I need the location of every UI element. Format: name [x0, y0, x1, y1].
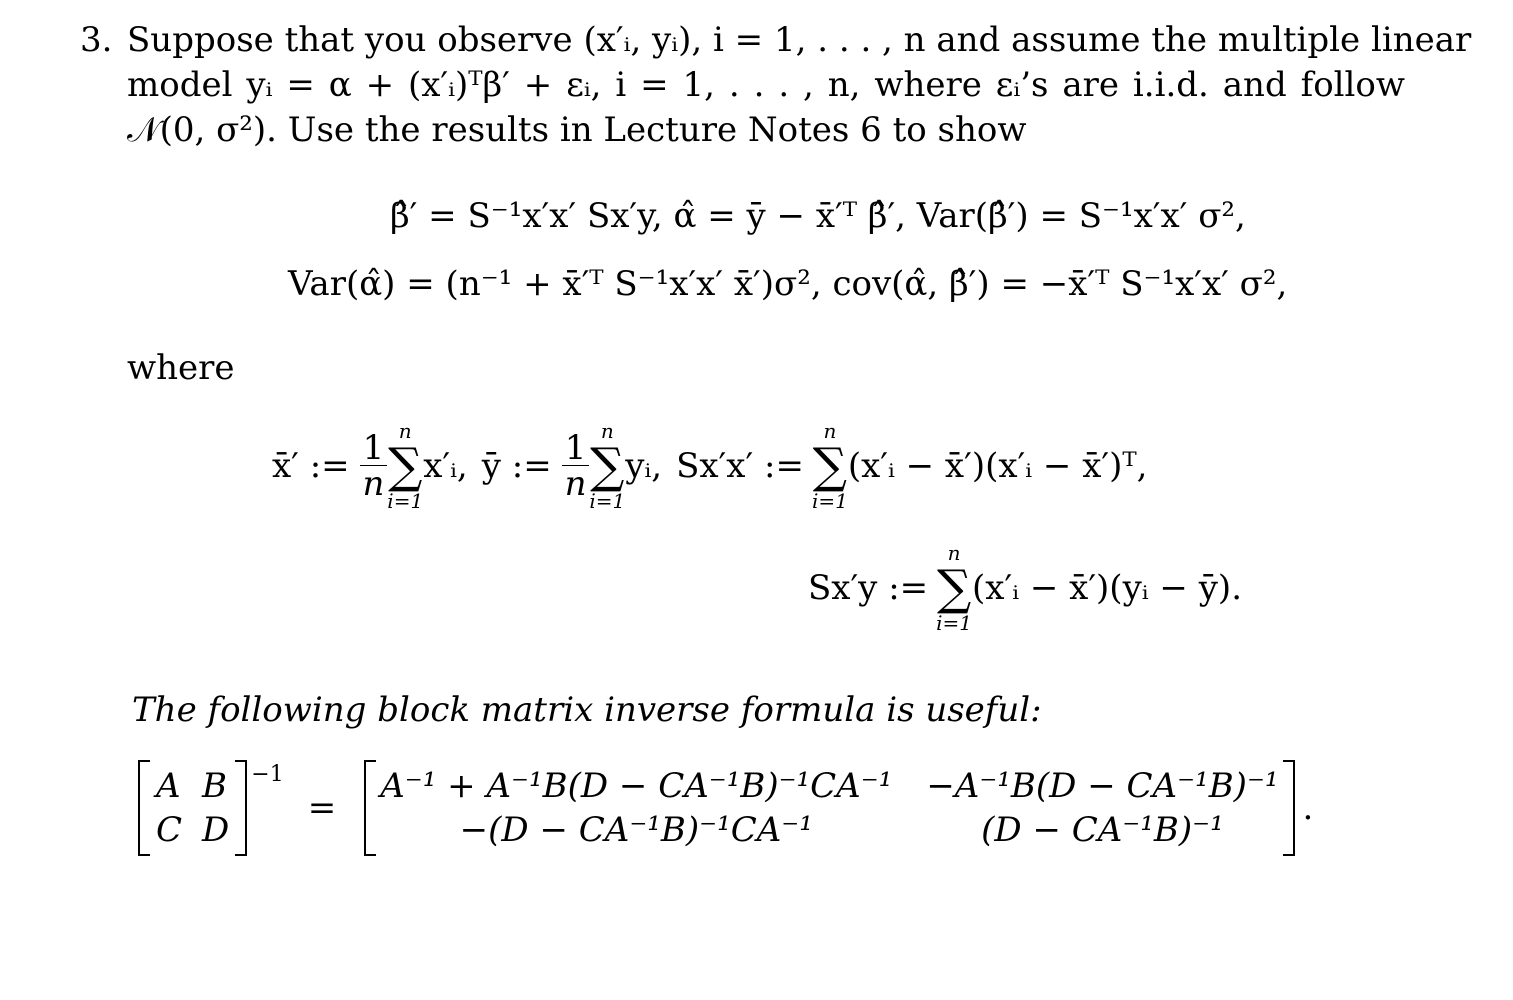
- fraction-numerator: 1: [360, 431, 388, 466]
- lhs-matrix: [150, 764, 235, 852]
- problem-line-2: model yᵢ = α + (x′ᵢ)ᵀβ′ + εᵢ, i = 1, . . . , n, where εᵢ’s are i.i.d. and follow: [127, 65, 1405, 105]
- results-row-2: Var(α̂) = (n⁻¹ + x̄′ᵀ S⁻¹x′x′ x̄′)σ², cov(α̂, β̂′) = −x̄′ᵀ S⁻¹x′x′ σ²,: [288, 264, 1288, 304]
- block-inverse-formula: [138, 760, 1313, 856]
- ybar-rhs: yᵢ,: [625, 446, 663, 486]
- where-label: where: [127, 348, 235, 388]
- problem-number: 3.: [80, 20, 113, 60]
- lhs-d: D: [202, 810, 230, 850]
- xbar-sum: [387, 420, 423, 512]
- sum-lower: i=1: [811, 489, 848, 513]
- sum-symbol: ∑: [936, 560, 972, 616]
- sxy-rhs: (x′ᵢ − x̄′)(yᵢ − ȳ).: [972, 568, 1243, 608]
- problem-line-1: Suppose that you observe (x′ᵢ, yᵢ), i = 1, . . . , n and assume the multiple linear: [127, 20, 1472, 60]
- formula-period: .: [1302, 788, 1314, 828]
- ybar-lhs: ȳ :=: [481, 446, 552, 486]
- sum-upper: n: [947, 541, 961, 565]
- rhs-matrix: [376, 764, 1282, 852]
- ybar-sum: [589, 420, 625, 512]
- problem-statement: [127, 18, 1472, 153]
- lhs-c: C: [156, 810, 183, 850]
- fraction-numerator: 1: [562, 431, 590, 466]
- sum-lower: i=1: [936, 611, 973, 635]
- right-bracket: [235, 760, 247, 856]
- block-inverse-note: The following block matrix inverse formula is useful:: [132, 690, 1042, 730]
- rhs-entry-12: −A⁻¹B(D − CA⁻¹B)⁻¹: [926, 766, 1279, 806]
- definitions-row-1: [272, 420, 1147, 512]
- right-bracket: [1283, 760, 1295, 856]
- sum-symbol: ∑: [590, 438, 625, 494]
- sxx-rhs: (x′ᵢ − x̄′)(x′ᵢ − x̄′)ᵀ,: [847, 446, 1148, 486]
- sum-upper: n: [823, 419, 837, 443]
- xbar-fraction: [360, 427, 388, 504]
- xbar-rhs: x′ᵢ,: [423, 446, 468, 486]
- fraction-denominator: n: [564, 463, 587, 504]
- lhs-b: B: [202, 766, 228, 806]
- xbar-lhs: x̄′ :=: [272, 446, 350, 486]
- sxy-sum: [936, 542, 972, 634]
- ybar-fraction: [562, 427, 590, 504]
- sxy-lhs: Sx′y :=: [808, 568, 929, 608]
- left-bracket: [364, 760, 376, 856]
- results-row-1: β̂′ = S⁻¹x′x′ Sx′y, α̂ = ȳ − x̄′ᵀ β̂′, Var(β̂′) = S⁻¹x′x′ σ²,: [390, 196, 1246, 236]
- rhs-entry-21: −(D − CA⁻¹B)⁻¹CA⁻¹: [459, 810, 813, 850]
- lhs-power: −1: [251, 762, 284, 787]
- sum-lower: i=1: [387, 489, 424, 513]
- sxx-sum: [812, 420, 848, 512]
- definitions-row-2: [808, 542, 1242, 634]
- sum-upper: n: [398, 419, 412, 443]
- sum-lower: i=1: [589, 489, 626, 513]
- rhs-entry-22: (D − CA⁻¹B)⁻¹: [981, 810, 1224, 850]
- lhs-a: A: [156, 766, 181, 806]
- fraction-denominator: n: [362, 463, 385, 504]
- problem-line-3: 𝒩(0, σ²). Use the results in Lecture Notes 6 to show: [127, 110, 1027, 150]
- sum-symbol: ∑: [812, 438, 848, 494]
- equals-sign: =: [307, 788, 337, 828]
- left-bracket: [138, 760, 150, 856]
- rhs-entry-11: A⁻¹ + A⁻¹B(D − CA⁻¹B)⁻¹CA⁻¹: [380, 766, 893, 806]
- sum-symbol: ∑: [388, 438, 423, 494]
- sum-upper: n: [600, 419, 614, 443]
- sxx-lhs: Sx′x′ :=: [676, 446, 804, 486]
